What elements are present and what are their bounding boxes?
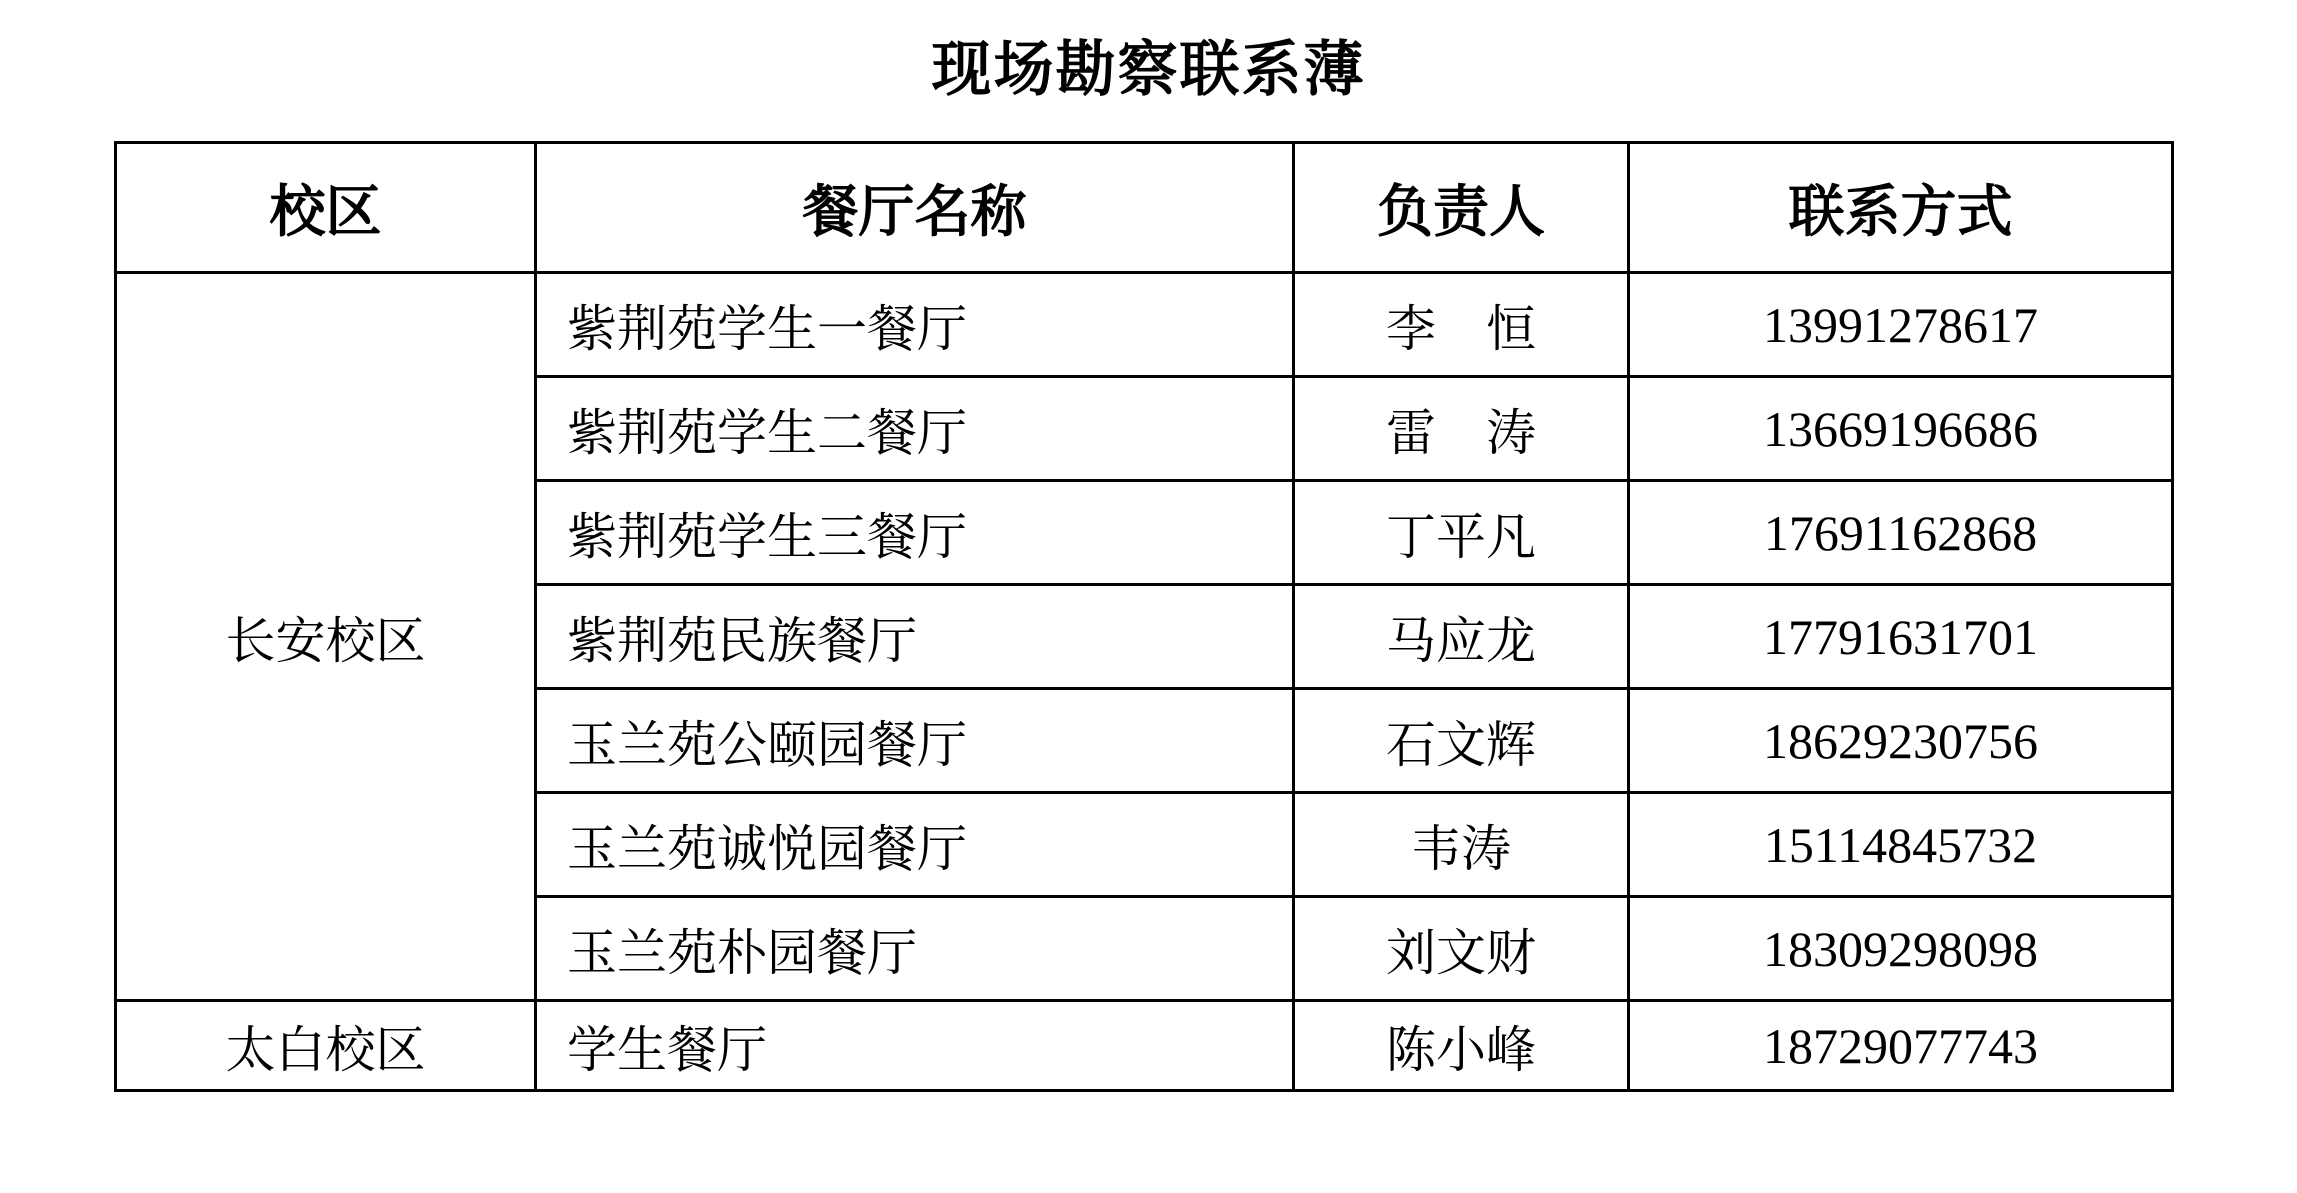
contact-number: 15114845732 [1629,793,2173,897]
table-row [116,273,2173,377]
contact-number: 18629230756 [1629,689,2173,793]
restaurant-name: 紫荆苑民族餐厅 [536,585,1294,689]
contact-number: 18729077743 [1629,1001,2173,1091]
header-restaurant: 餐厅名称 [536,143,1294,273]
restaurant-name: 学生餐厅 [536,1001,1294,1091]
contact-table [114,141,2174,1092]
restaurant-name: 紫荆苑学生二餐厅 [536,377,1294,481]
header-row [116,143,2173,273]
manager-name: 雷 涛 [1294,377,1629,481]
manager-name: 丁平凡 [1294,481,1629,585]
manager-name: 马应龙 [1294,585,1629,689]
campus-cell-taibai: 太白校区 [116,1001,536,1091]
manager-name: 韦涛 [1294,793,1629,897]
manager-name: 李 恒 [1294,273,1629,377]
contact-number: 17691162868 [1629,481,2173,585]
campus-cell-changan: 长安校区 [116,273,536,1001]
contact-number: 18309298098 [1629,897,2173,1001]
contact-number: 13669196686 [1629,377,2173,481]
header-campus: 校区 [116,143,536,273]
page-title: 现场勘察联系薄 [931,37,1366,103]
restaurant-name: 紫荆苑学生三餐厅 [536,481,1294,585]
manager-name: 石文辉 [1294,689,1629,793]
contact-number: 17791631701 [1629,585,2173,689]
restaurant-name: 玉兰苑朴园餐厅 [536,897,1294,1001]
header-manager: 负责人 [1294,143,1629,273]
contact-number: 13991278617 [1629,273,2173,377]
header-contact: 联系方式 [1629,143,2173,273]
manager-name: 刘文财 [1294,897,1629,1001]
restaurant-name: 玉兰苑公颐园餐厅 [536,689,1294,793]
table-row [116,1001,2173,1091]
manager-name: 陈小峰 [1294,1001,1629,1091]
restaurant-name: 紫荆苑学生一餐厅 [536,273,1294,377]
restaurant-name: 玉兰苑诚悦园餐厅 [536,793,1294,897]
